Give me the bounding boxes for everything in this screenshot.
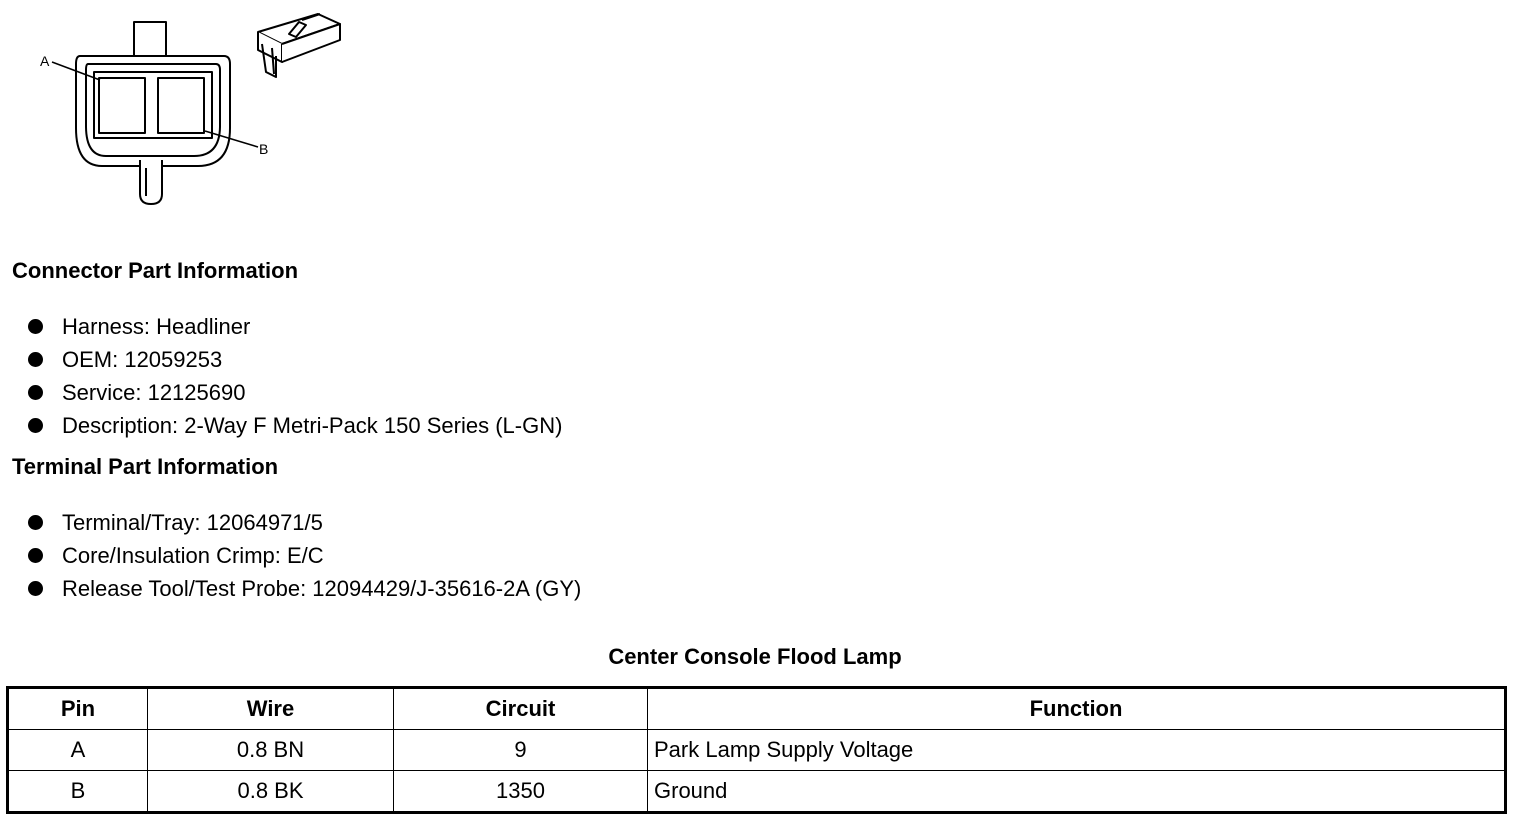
bullet-icon [28, 319, 43, 334]
cell-pin: B [8, 771, 148, 813]
bullet-icon [28, 581, 43, 596]
pin-table [6, 686, 1507, 814]
table-header-row [8, 688, 1506, 730]
cell-function: Park Lamp Supply Voltage [648, 730, 1506, 771]
list-item [28, 343, 562, 376]
pin-b-label: B [259, 141, 269, 157]
cell-wire: 0.8 BN [148, 730, 394, 771]
connector-diagram [0, 0, 380, 215]
connector-part-list [28, 310, 562, 442]
cell-function: Ground [648, 771, 1506, 813]
list-item [28, 310, 562, 343]
connector-part-heading: Connector Part Information [12, 258, 299, 283]
list-item [28, 506, 581, 539]
terminal-part-heading: Terminal Part Information [12, 454, 279, 479]
pin-a-label: A [40, 53, 50, 69]
header-wire: Wire [148, 688, 394, 730]
terminal-part-list [28, 506, 581, 605]
cell-circuit: 1350 [394, 771, 648, 813]
bullet-icon [28, 352, 43, 367]
list-item [28, 376, 562, 409]
list-item-text: Description: 2-Way F Metri-Pack 150 Series (L-GN) [62, 413, 563, 438]
list-item-text: Release Tool/Test Probe: 12094429/J-35616-2A (GY) [62, 576, 582, 601]
header-pin: Pin [8, 688, 148, 730]
cell-circuit: 9 [394, 730, 648, 771]
list-item-text: OEM: 12059253 [62, 347, 223, 372]
bullet-icon [28, 515, 43, 530]
list-item-text: Service: 12125690 [62, 380, 246, 405]
cell-wire: 0.8 BK [148, 771, 394, 813]
list-item [28, 409, 562, 442]
header-circuit: Circuit [394, 688, 648, 730]
list-item-text: Core/Insulation Crimp: E/C [62, 543, 324, 568]
list-item [28, 539, 581, 572]
list-item [28, 572, 581, 605]
table-row [8, 771, 1506, 813]
header-function: Function [648, 688, 1506, 730]
bullet-icon [28, 385, 43, 400]
table-row [8, 730, 1506, 771]
cell-pin: A [8, 730, 148, 771]
list-item-text: Terminal/Tray: 12064971/5 [62, 510, 323, 535]
table-title: Center Console Flood Lamp [608, 644, 902, 669]
bullet-icon [28, 418, 43, 433]
list-item-text: Harness: Headliner [62, 314, 251, 339]
bullet-icon [28, 548, 43, 563]
